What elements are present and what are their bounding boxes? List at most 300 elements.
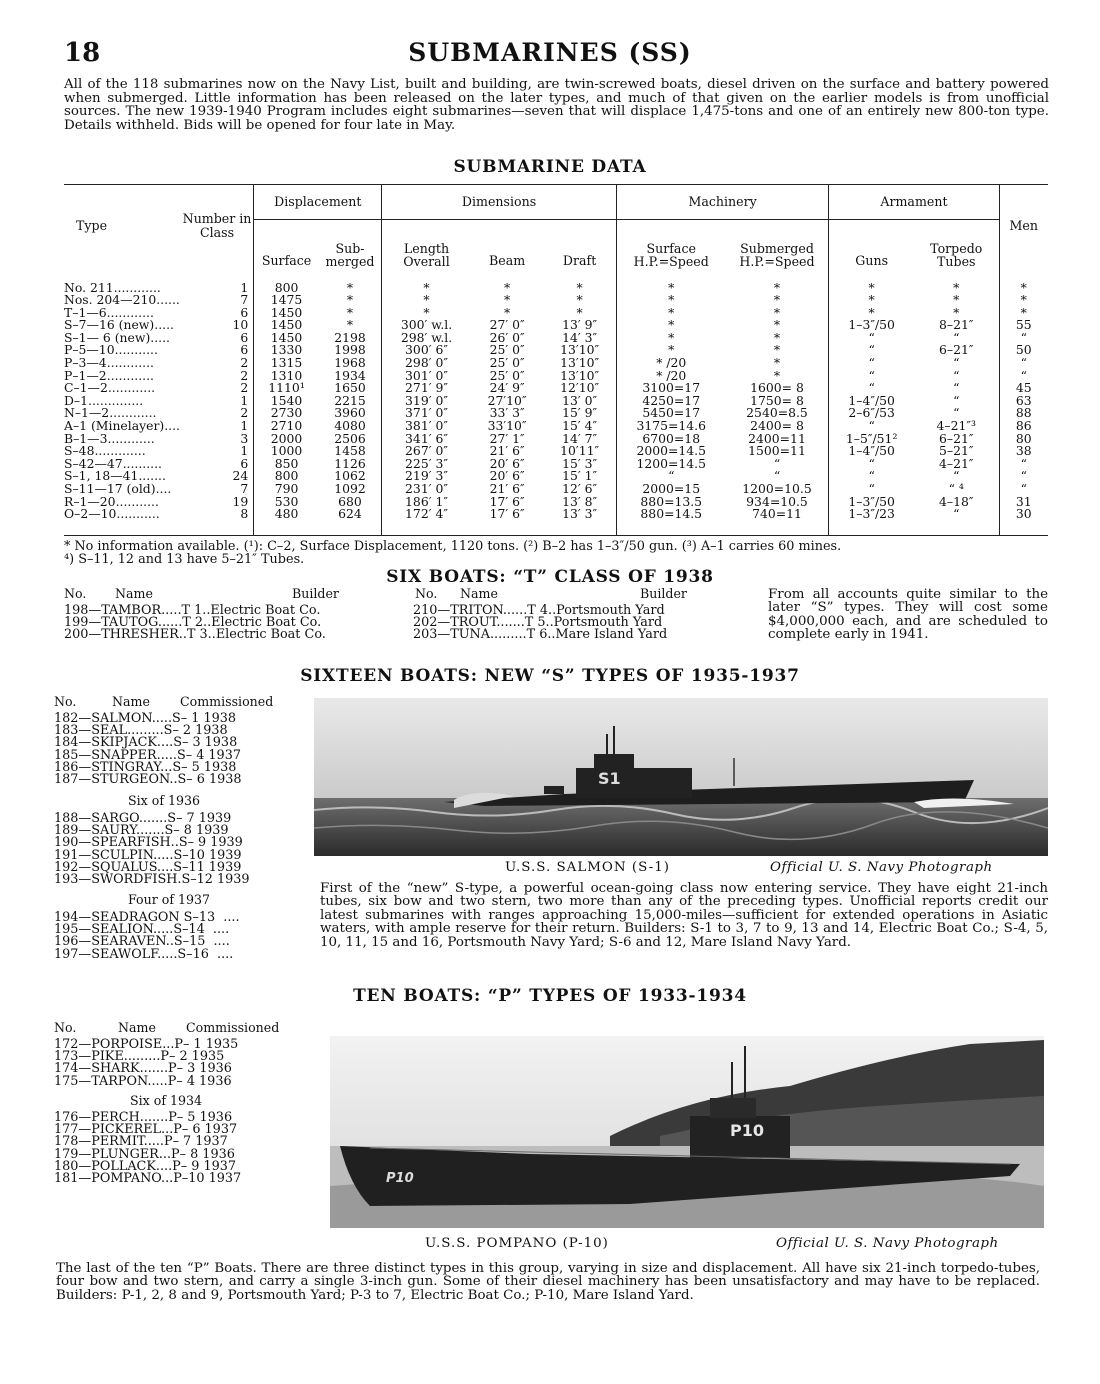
- table-cell: 2: [240, 355, 249, 371]
- table-cell: P–5—10...........: [64, 342, 158, 358]
- table-cell: 1: [240, 279, 249, 295]
- table-cell: 1126: [334, 455, 366, 471]
- table-title: SUBMARINE DATA: [453, 157, 647, 177]
- p-class-list-1: [54, 1039, 238, 1088]
- table-cell: *: [503, 304, 511, 320]
- table-cell: *: [953, 304, 960, 320]
- table-cell: “: [829, 382, 914, 395]
- table-cell: “: [829, 470, 914, 483]
- table-cell: A–1 (Minelayer)....: [64, 418, 180, 434]
- table-cell: 27′ 0″: [489, 317, 525, 333]
- table-cell: 6–21″: [939, 342, 974, 358]
- table-cell: 2: [240, 380, 249, 396]
- table-cell: *: [829, 294, 914, 307]
- table-cell: 14′ 7″: [562, 430, 598, 446]
- list-item: 196—SEARAVEN..S–15 ....: [54, 934, 230, 950]
- table-cell: 1–3″/23: [829, 508, 914, 535]
- table-cell: S–42—47..........: [64, 455, 162, 471]
- table-cell: 80: [999, 433, 1048, 446]
- table-cell: 12′10″: [560, 380, 600, 396]
- table-cell: 2710: [254, 420, 319, 433]
- t-col-builder: Builder: [292, 586, 339, 601]
- table-row: [64, 407, 1048, 420]
- table-cell: 225′ 3″: [382, 458, 471, 471]
- list-item: 197—SEAWOLF.....S–16 ....: [54, 946, 234, 962]
- table-cell: * /20: [616, 357, 725, 370]
- table-cell: “: [829, 420, 914, 433]
- p-class-list-2: [54, 1112, 241, 1185]
- table-cell: 934=10.5: [746, 493, 808, 509]
- list-item: 179—PLUNGER...P– 8 1936: [54, 1146, 235, 1162]
- list-item: 174—SHARK.......P– 3 1936: [54, 1061, 232, 1077]
- table-cell: 300′ w.l.: [382, 319, 471, 332]
- table-cell: *: [616, 307, 725, 320]
- table-cell: 2215: [334, 392, 366, 408]
- list-item: 200—THRESHER..T 3..Electric Boat Co.: [64, 627, 326, 643]
- table-cell: “: [953, 380, 960, 396]
- list-item: 175—TARPON.....P– 4 1936: [54, 1073, 232, 1089]
- list-item: 194—SEADRAGON S–13 ....: [54, 910, 240, 925]
- table-cell: 2730: [254, 407, 319, 420]
- table-cell: 2: [240, 367, 249, 383]
- table-cell: *: [616, 268, 725, 295]
- table-row: [64, 268, 1048, 295]
- list-item: 177—PICKEREL...P– 6 1937: [54, 1122, 238, 1138]
- table-row: [64, 445, 1048, 458]
- list-item: 176—PERCH.......P– 5 1936: [54, 1110, 233, 1125]
- table-cell: 1110¹: [254, 382, 319, 395]
- table-cell: 371′ 0″: [382, 407, 471, 420]
- pompano-hull-number: P10: [730, 1121, 764, 1140]
- pompano-credit: Official U. S. Navy Photograph: [776, 1236, 999, 1251]
- table-cell: 880=13.5: [616, 496, 725, 509]
- table-row: [64, 458, 1048, 471]
- table-cell: 13′ 9″: [562, 317, 598, 333]
- salmon-caption: U.S.S. SALMON (S-1): [505, 860, 671, 875]
- table-row: [64, 483, 1048, 496]
- table-cell: 1200=14.5: [616, 458, 725, 471]
- table-cell: 850: [254, 458, 319, 471]
- table-cell: 319′ 0″: [382, 395, 471, 408]
- table-cell: 790: [254, 483, 319, 496]
- table-cell: 740=11: [752, 506, 802, 522]
- s-col-commissioned: Commissioned: [180, 694, 274, 709]
- table-cell: 1062: [334, 468, 366, 484]
- table-cell: 1450: [254, 319, 319, 332]
- table-cell: *: [773, 317, 781, 333]
- header-number: Number in Class: [182, 211, 252, 241]
- footnotes: [64, 540, 1049, 566]
- t-col-no-2: No.: [415, 586, 438, 601]
- header-men: Men: [999, 185, 1048, 268]
- p-col-commissioned: Commissioned: [186, 1020, 280, 1035]
- table-cell: *: [346, 279, 354, 295]
- table-row: [64, 357, 1048, 370]
- table-cell: “: [999, 332, 1048, 345]
- footnote-line-1: * No information available. (¹): C–2, Surface Displacement, 1120 tons. (²) B–2 has 1–3″/50 gun. (³) A–1 carries 60 mines.: [64, 539, 842, 554]
- table-cell: *: [382, 268, 471, 295]
- table-cell: “: [829, 483, 914, 496]
- table-cell: 1450: [254, 307, 319, 320]
- header-surface: Surface: [254, 220, 319, 268]
- table-cell: 13′10″: [560, 342, 600, 358]
- table-cell: 1475: [254, 294, 319, 307]
- header-surface-hp: Surface H.P.=Speed: [616, 220, 725, 268]
- list-item: 183—SEAL.........S– 2 1938: [54, 723, 228, 739]
- table-cell: *: [829, 268, 914, 295]
- table-cell: *: [616, 294, 725, 307]
- table-cell: N–1—2............: [64, 405, 157, 421]
- list-item: 180—POLLACK....P– 9 1937: [54, 1158, 237, 1174]
- table-cell: C–1—2............: [64, 380, 156, 396]
- t-class-note: From all accounts quite similar to the later “S” types. They will cost some $4,000,000 each, and are scheduled to complete early in 1941.: [768, 587, 1048, 643]
- t-col-builder-2: Builder: [640, 586, 687, 601]
- table-row: [64, 370, 1048, 383]
- table-cell: 27′10″: [487, 392, 527, 408]
- table-cell: 298′ 0″: [382, 357, 471, 370]
- table-cell: 8–21″: [939, 317, 974, 333]
- table-cell: 267′ 0″: [382, 445, 471, 458]
- table-cell: S–7—16 (new).....: [64, 317, 174, 333]
- table-cell: S–11—17 (old)....: [64, 481, 172, 496]
- table-cell: 1998: [334, 342, 366, 358]
- table-cell: 10′11″: [560, 443, 600, 459]
- table-cell: 30: [999, 508, 1048, 535]
- table-cell: 1500=11: [748, 443, 806, 459]
- table-cell: 6: [240, 455, 249, 471]
- table-cell: 13′ 3″: [562, 506, 598, 522]
- list-item: 181—POMPANO...P–10 1937: [54, 1171, 242, 1187]
- table-cell: *: [999, 294, 1048, 307]
- table-cell: 25′ 0″: [489, 355, 525, 371]
- table-cell: 6700=18: [616, 433, 725, 446]
- header-tubes: Torpedo Tubes: [914, 220, 999, 268]
- table-cell: 15′ 3″: [562, 455, 598, 471]
- table-row: [64, 294, 1048, 307]
- table-cell: 1934: [334, 367, 366, 383]
- table-cell: 2400= 8: [750, 418, 804, 434]
- table-cell: S–48.............: [64, 443, 146, 459]
- table-cell: 27′ 1″: [489, 430, 525, 446]
- salmon-photo: [314, 698, 1048, 856]
- table-cell: 88: [999, 407, 1048, 420]
- table-cell: 5–21″: [939, 443, 974, 459]
- table-cell: *: [773, 355, 781, 371]
- table-cell: 480: [254, 508, 319, 535]
- table-cell: 7: [240, 292, 249, 308]
- table-cell: No. 211............: [64, 279, 161, 295]
- table-cell: 6–21″: [939, 430, 974, 446]
- s-col-name: Name: [112, 694, 150, 709]
- table-cell: 14′ 3″: [562, 329, 598, 345]
- table-cell: P–1—2............: [64, 367, 154, 383]
- table-cell: “: [999, 370, 1048, 383]
- table-cell: *: [382, 307, 471, 320]
- header-length: Length Overall: [382, 220, 471, 268]
- s-class-list-3: [54, 912, 240, 961]
- table-cell: 20′ 6″: [489, 455, 525, 471]
- table-cell: “: [616, 470, 725, 483]
- list-item: 191—SCULPIN.....S–10 1939: [54, 847, 242, 863]
- table-cell: *: [503, 279, 511, 295]
- list-item: 199—TAUTOG......T 2..Electric Boat Co.: [64, 615, 322, 631]
- table-cell: 12′ 6″: [562, 481, 598, 496]
- table-row: [64, 382, 1048, 395]
- table-cell: *: [576, 279, 583, 295]
- s-class-subheading-1: Six of 1936: [128, 793, 201, 808]
- list-item: 186—STINGRAY...S– 5 1938: [54, 759, 237, 775]
- table-cell: 25′ 0″: [489, 367, 525, 383]
- p-col-no: No.: [54, 1020, 77, 1035]
- list-item: 178—PERMIT.....P– 7 1937: [54, 1134, 228, 1150]
- table-cell: 7: [240, 481, 249, 496]
- t-col-name-2: Name: [460, 586, 498, 601]
- table-cell: 1–4″/50: [829, 445, 914, 458]
- header-beam: Beam: [471, 220, 544, 268]
- table-cell: *: [616, 332, 725, 345]
- table-cell: 1: [240, 418, 249, 434]
- table-cell: 530: [254, 496, 319, 509]
- s-col-no: No.: [54, 694, 77, 709]
- table-cell: 24: [232, 468, 249, 484]
- table-row: [64, 344, 1048, 357]
- header-machinery: Machinery: [616, 185, 829, 220]
- table-cell: 19: [232, 493, 249, 509]
- table-cell: 1: [240, 392, 249, 408]
- list-item: 172—PORPOISE...P– 1 1935: [54, 1037, 239, 1052]
- table-cell: 13′ 0″: [562, 392, 598, 408]
- table-cell: 2000=14.5: [616, 445, 725, 458]
- table-cell: 17′ 6″: [489, 493, 525, 509]
- table-cell: B–1—3............: [64, 430, 155, 446]
- list-item: 210—TRITON......T 4..Portsmouth Yard: [413, 603, 665, 618]
- table-row: [64, 319, 1048, 332]
- table-cell: D–1..............: [64, 392, 144, 408]
- p-class-subheading-1: Six of 1934: [130, 1093, 203, 1108]
- table-cell: 4250=17: [616, 395, 725, 408]
- page-number: 18: [64, 38, 101, 68]
- list-item: 198—TAMBOR.....T 1..Electric Boat Co.: [64, 603, 321, 618]
- table-cell: *: [346, 304, 354, 320]
- footnote-line-2: ⁴) S–11, 12 and 13 have 5–21″ Tubes.: [64, 552, 305, 567]
- table-cell: 24′ 9″: [489, 380, 525, 396]
- list-item: 190—SPEARFISH..S– 9 1939: [54, 835, 243, 851]
- header-draft: Draft: [543, 220, 616, 268]
- table-cell: *: [616, 344, 725, 357]
- table-cell: 4–21″³: [936, 418, 976, 434]
- table-cell: 1450: [254, 332, 319, 345]
- table-cell: “: [999, 357, 1048, 370]
- list-item: 185—SNAPPER.....S– 4 1937: [54, 747, 241, 763]
- s-class-heading: SIXTEEN BOATS: NEW “S” TYPES OF 1935-1937: [300, 666, 800, 686]
- table-cell: 45: [999, 382, 1048, 395]
- table-cell: 1: [240, 443, 249, 459]
- table-cell: *: [616, 319, 725, 332]
- table-cell: 3100=17: [616, 382, 725, 395]
- list-item: 193—SWORDFISH.S–12 1939: [54, 872, 250, 888]
- table-cell: 1–3″/50: [829, 496, 914, 509]
- table-cell: *: [953, 279, 960, 295]
- table-cell: 6: [240, 304, 249, 320]
- table-cell: Nos. 204—210......: [64, 292, 180, 308]
- table-cell: 31: [999, 496, 1048, 509]
- intro-paragraph: All of the 118 submarines now on the Navy List, built and building, are twin-screwed boats, diesel driven on the surface and battery powered when submerged. Little information has been released on the later types, and much of that given on the earlier models is from unofficial sources. The new 1939-1940 Program includes eight submarines—seven that will displace 1,475-tons and one of an entirely new 800-ton type. Details withheld. Bids will be opened for four late in May.: [64, 77, 1049, 133]
- header-guns: Guns: [829, 220, 914, 268]
- table-cell: *: [773, 329, 781, 345]
- table-cell: S–1— 6 (new).....: [64, 329, 170, 345]
- table-cell: “: [999, 470, 1048, 483]
- table-cell: *: [346, 292, 354, 308]
- list-item: 203—TUNA.........T 6..Mare Island Yard: [413, 627, 668, 643]
- table-cell: 1–3″/50: [829, 319, 914, 332]
- table-cell: *: [773, 304, 781, 320]
- table-cell: 63: [999, 395, 1048, 408]
- table-cell: 2400=11: [748, 430, 806, 446]
- table-row: [64, 420, 1048, 433]
- table-cell: 10: [232, 317, 249, 333]
- table-cell: 2000: [254, 433, 319, 446]
- table-cell: 33′10″: [487, 418, 527, 434]
- table-cell: * /20: [616, 370, 725, 383]
- list-item: 173—PIKE.........P– 2 1935: [54, 1049, 225, 1065]
- table-cell: 25′ 0″: [489, 342, 525, 358]
- table-cell: 2: [240, 405, 249, 421]
- table-cell: 301′ 0″: [382, 370, 471, 383]
- table-cell: 300′ 6″: [382, 344, 471, 357]
- table-cell: T–1—6............: [64, 304, 154, 320]
- table-cell: “: [829, 370, 914, 383]
- p-class-text: The last of the ten “P” Boats. There are three distinct types in this group, varying in size and displacement. All have six 21-inch torpedo-tubes, four bow and two stern, and carry a single 3-inch gun. Some of their diesel machinery has been unsatisfactory and may have to be replaced. Builders: P-1, 2, 8 and 9, Portsmouth Yard; P-3 to 7, Electric Boat Co.; P-10, Mare Island Yard.: [56, 1261, 1040, 1303]
- table-cell: “: [773, 468, 781, 484]
- header-armament: Armament: [829, 185, 999, 220]
- table-cell: 13′ 8″: [562, 493, 598, 509]
- table-cell: *: [576, 292, 583, 308]
- table-cell: “: [953, 355, 960, 371]
- table-cell: 381′ 0″: [382, 420, 471, 433]
- pompano-photo: [330, 1036, 1044, 1228]
- table-cell: *: [346, 317, 354, 333]
- table-cell: *: [576, 304, 583, 320]
- list-item: 184—SKIPJACK....S– 3 1938: [54, 735, 238, 751]
- table-cell: 298′ w.l.: [382, 332, 471, 345]
- table-cell: 186′ 1″: [382, 496, 471, 509]
- table-row: [64, 332, 1048, 345]
- table-cell: 4–21″: [939, 455, 974, 471]
- table-cell: 38: [999, 445, 1048, 458]
- table-cell: 1330: [254, 344, 319, 357]
- s-class-list-2: [54, 813, 250, 886]
- table-cell: 800: [254, 470, 319, 483]
- pompano-caption: U.S.S. POMPANO (P-10): [425, 1236, 609, 1251]
- table-row: [64, 470, 1048, 483]
- t-class-heading: SIX BOATS: “T” CLASS OF 1938: [386, 567, 714, 587]
- table-cell: *: [773, 367, 781, 383]
- table-row: [64, 307, 1048, 320]
- list-item: 192—SQUALUS....S–11 1939: [54, 859, 242, 875]
- table-cell: *: [829, 307, 914, 320]
- table-cell: 50: [999, 344, 1048, 357]
- list-item: 189—SAURY.......S– 8 1939: [54, 823, 229, 839]
- table-row: [64, 496, 1048, 509]
- p-col-name: Name: [118, 1020, 156, 1035]
- table-cell: “: [953, 405, 960, 421]
- table-cell: 1315: [254, 357, 319, 370]
- table-cell: *: [999, 268, 1048, 295]
- submarine-data-table: [64, 184, 1048, 536]
- s-class-text: First of the “new” S-type, a powerful ocean-going class now entering service. They have eight 21-inch tubes, six bow and two stern, two more than any of the preceding types. Unofficial reports credit our latest submarines with ranges approaching 15,000-miles—sufficient for extended operations in Asiatic waters, with ample reserve for their return. Builders: S-1 to 3, 7 to 9, 13 and 14, Electric Boat Co.; S-4, 5, 10, 11, 15 and 16, Portsmouth Navy Yard; S-6 and 12, Mare Island Navy Yard.: [320, 881, 1048, 950]
- table-cell: 13′10″: [560, 355, 600, 371]
- table-cell: 1092: [334, 481, 366, 496]
- list-item: 187—STURGEON..S– 6 1938: [54, 772, 242, 788]
- table-cell: 2506: [334, 430, 366, 446]
- table-cell: “: [829, 344, 914, 357]
- table-cell: “: [999, 458, 1048, 471]
- table-cell: 1200=10.5: [742, 481, 812, 496]
- table-cell: “: [829, 458, 914, 471]
- salmon-credit: Official U. S. Navy Photograph: [770, 860, 993, 875]
- s-class-list-1: [54, 713, 242, 786]
- s-class-subheading-2: Four of 1937: [128, 892, 211, 907]
- table-cell: 3175=14.6: [616, 420, 725, 433]
- table-cell: 219′ 3″: [382, 470, 471, 483]
- table-cell: 4080: [334, 418, 366, 434]
- table-cell: 2198: [334, 329, 366, 345]
- table-cell: 6: [240, 329, 249, 345]
- table-cell: 1310: [254, 370, 319, 383]
- table-cell: 2–6″/53: [829, 407, 914, 420]
- table-cell: *: [382, 294, 471, 307]
- table-cell: 4–18″: [939, 493, 974, 509]
- table-cell: 1000: [254, 445, 319, 458]
- table-cell: S–1, 18—41.......: [64, 468, 166, 484]
- table-cell: 1540: [254, 395, 319, 408]
- list-item: 188—SARGO.......S– 7 1939: [54, 811, 232, 826]
- list-item: 202—TROUT.......T 5..Portsmouth Yard: [413, 615, 663, 631]
- table-cell: 231′ 0″: [382, 483, 471, 496]
- table-cell: 6: [240, 342, 249, 358]
- table-cell: 172′ 4″: [382, 508, 471, 535]
- t-class-list-right: [413, 605, 667, 642]
- table-cell: “: [953, 392, 960, 408]
- header-dimensions: Dimensions: [382, 185, 617, 220]
- header-submerged: Sub-merged: [319, 220, 382, 268]
- header-displacement: Displacement: [254, 185, 382, 220]
- table-cell: 13′10″: [560, 367, 600, 383]
- table-cell: 624: [338, 506, 362, 522]
- table-cell: “: [953, 506, 960, 522]
- table-cell: 5450=17: [616, 407, 725, 420]
- t-col-no: No.: [64, 586, 87, 601]
- table-cell: 20′ 6″: [489, 468, 525, 484]
- table-cell: 86: [999, 420, 1048, 433]
- salmon-photo-illustration: [314, 698, 1048, 856]
- table-cell: 33′ 3″: [489, 405, 525, 421]
- table-cell: 2000=15: [616, 483, 725, 496]
- table-cell: *: [773, 279, 781, 295]
- table-cell: “: [953, 468, 960, 484]
- table-cell: 1650: [334, 380, 366, 396]
- table-row: [64, 508, 1048, 535]
- table-cell: 1600= 8: [750, 380, 804, 396]
- table-cell: “ ⁴: [948, 481, 964, 496]
- table-cell: 1–4″/50: [829, 395, 914, 408]
- table-cell: 880=14.5: [616, 508, 725, 535]
- table-cell: 17′ 6″: [489, 506, 525, 522]
- table-cell: 3: [240, 430, 249, 446]
- table-body: [64, 268, 1048, 536]
- table-cell: O–2—10...........: [64, 506, 160, 522]
- header-type: Type: [76, 217, 108, 233]
